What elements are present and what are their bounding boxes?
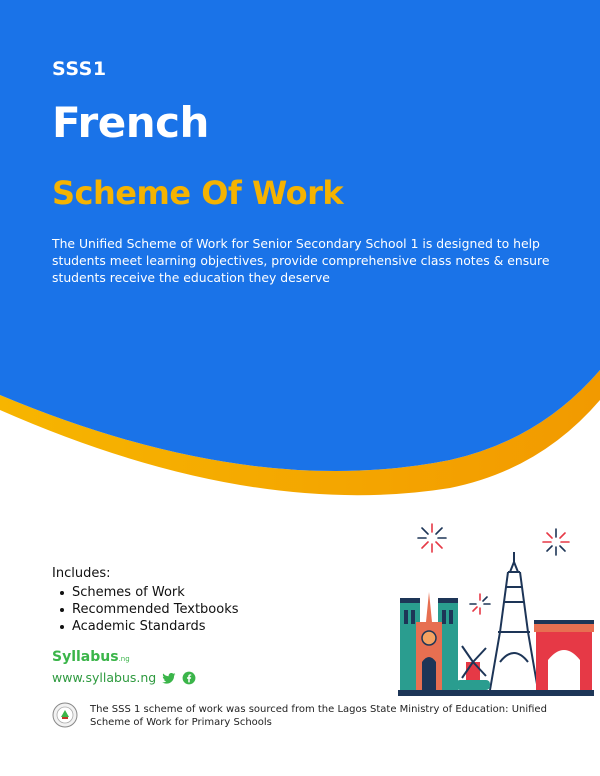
twitter-icon[interactable] [162, 671, 176, 685]
eiffel-tower-icon [490, 552, 538, 690]
includes-list [60, 584, 239, 635]
cathedral-icon [400, 592, 458, 690]
ministry-seal-icon [52, 702, 78, 728]
document-title: Scheme Of Work [52, 174, 344, 212]
list-item: Schemes of Work [60, 584, 239, 601]
list-item: Academic Standards [60, 618, 239, 635]
description-text: The Unified Scheme of Work for Senior Secondary School 1 is designed to help students meet learning objectives, provide comprehensive class notes & ensure students receive the education they deserve [52, 236, 550, 285]
includes-heading: Includes: [52, 566, 111, 581]
website-row [52, 670, 196, 685]
grade-label: SSS1 [52, 58, 107, 80]
source-note: The SSS 1 scheme of work was sourced from the Lagos State Ministry of Education: Unified Scheme of Work for Primary Schools [90, 704, 547, 728]
facebook-icon[interactable] [182, 671, 196, 685]
arc-de-triomphe-icon [534, 620, 594, 690]
list-item: Recommended Textbooks [60, 601, 239, 618]
brand-logo [52, 649, 130, 665]
brand-tld: .ng [118, 655, 130, 663]
brand-name: Syllabus [52, 649, 119, 665]
website-link[interactable]: www.syllabus.ng [52, 670, 157, 685]
paris-landmarks-illustration [396, 512, 596, 698]
subject-title: French [52, 98, 209, 147]
